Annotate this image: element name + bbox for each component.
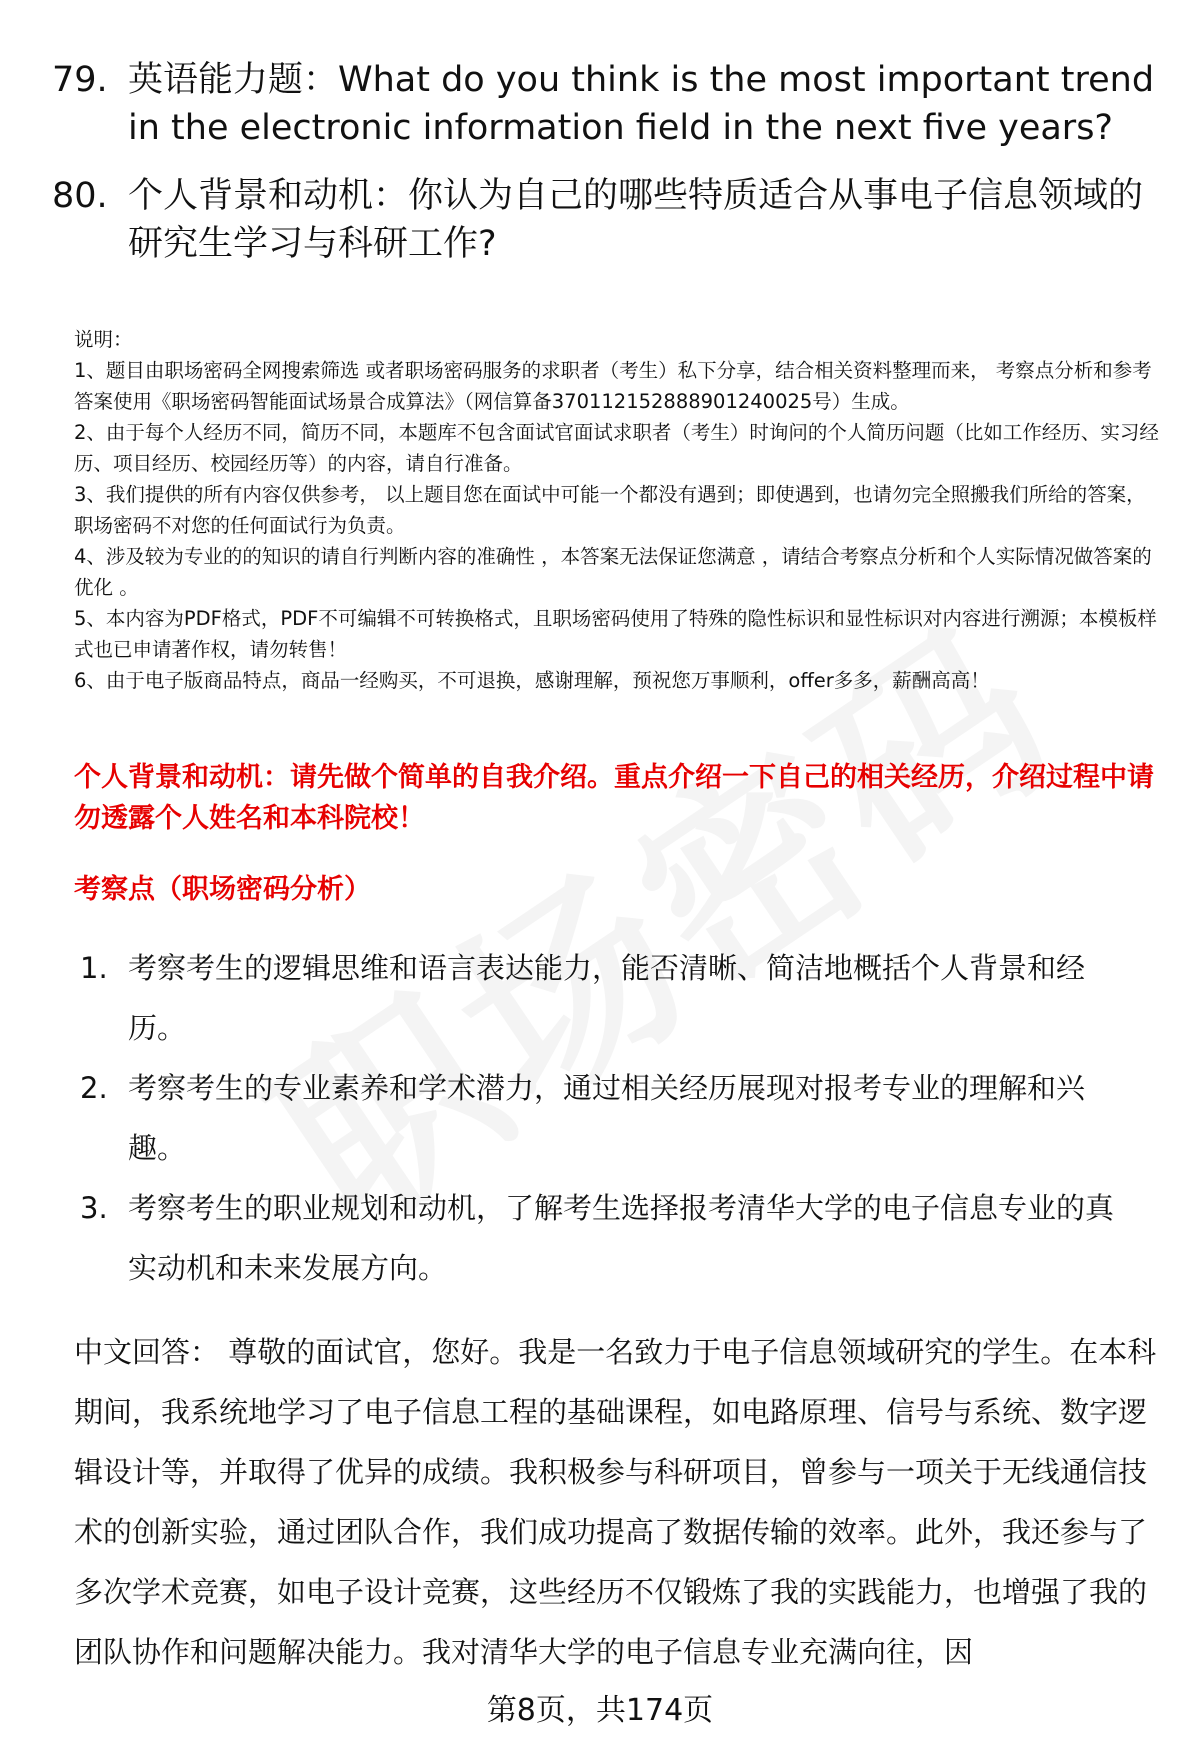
question-text: 个人背景和动机：你认为自己的哪些特质适合从事电子信息领域的研究生学习与科研工作? (128, 176, 1144, 264)
analysis-point (80, 1058, 1140, 1178)
point-number: 3. (80, 1191, 108, 1225)
current-question-heading: 个人背景和动机：请先做个简单的自我介绍。重点介绍一下自己的相关经历，介绍过程中请勿透露个人姓名和本科院校！ (74, 762, 1154, 834)
analysis-points (80, 938, 1140, 1298)
point-number: 1. (80, 951, 108, 985)
note-item: 6、由于电子版商品特点，商品一经购买，不可退换，感谢理解，预祝您万事顺利，offer多多，薪酬高高！ (74, 669, 990, 692)
note-item: 3、我们提供的所有内容仅供参考， 以上题目您在面试中可能一个都没有遇到；即使遇到，也请勿完全照搬我们所给的答案，职场密码不对您的任何面试行为负责。 (74, 483, 1146, 537)
disclaimer-notes (74, 324, 1164, 696)
point-text: 考察考生的专业素养和学术潜力，通过相关经历展现对报考专业的理解和兴趣。 (128, 1071, 1086, 1165)
point-text: 考察考生的职业规划和动机，了解考生选择报考清华大学的电子信息专业的真实动机和未来发展方向。 (128, 1191, 1115, 1285)
analysis-title: 考察点（职场密码分析） (74, 874, 371, 905)
page-footer: 第8页，共174页 (486, 1693, 714, 1728)
point-text: 考察考生的逻辑思维和语言表达能力，能否清晰、简洁地概括个人背景和经历。 (128, 951, 1086, 1045)
chinese-answer: 中文回答： 尊敬的面试官，您好。我是一名致力于电子信息领域研究的学生。在本科期间，我系统地学习了电子信息工程的基础课程，如电路原理、信号与系统、数字逻辑设计等，并取得了优异的成绩。我积极参与科研项目，曾参与一项关于无线通信技术的创新实验，通过团队合作，我们成功提高了数据传输的效率。此外，我还参与了多次学术竞赛，如电子设计竞赛，这些经历不仅锻炼了我的实践能力，也增强了我的团队协作和问题解决能力。我对清华大学的电子信息专业充满向往，因 (74, 1335, 1157, 1669)
point-number: 2. (80, 1071, 108, 1105)
note-item: 5、本内容为PDF格式，PDF不可编辑不可转换格式，且职场密码使用了特殊的隐性标识和显性标识对内容进行溯源；本模板样式也已申请著作权，请勿转售！ (74, 607, 1157, 661)
analysis-point (80, 938, 1140, 1058)
note-item: 1、题目由职场密码全网搜索筛选 或者职场密码服务的求职者（考生）私下分享，结合相关资料整理而来， 考察点分析和参考答案使用《职场密码智能面试场景合成算法》（网信算备370112152888901240025号）生成。 (74, 359, 1152, 413)
question-number: 79. (52, 60, 108, 100)
note-item: 4、涉及较为专业的的知识的请自行判断内容的准确性 ，本答案无法保证您满意 ，请结合考察点分析和个人实际情况做答案的优化 。 (74, 545, 1152, 599)
question-80 (52, 172, 1162, 268)
question-79 (52, 56, 1162, 152)
question-number: 80. (52, 176, 108, 216)
note-item: 2、由于每个人经历不同，简历不同，本题库不包含面试官面试求职者（考生）时询问的个人简历问题（比如工作经历、实习经历、项目经历、校园经历等）的内容，请自行准备。 (74, 421, 1159, 475)
question-text: 英语能力题：What do you think is the most important trend in the electronic information field in the next five years? (128, 60, 1155, 148)
notes-title: 说明： (74, 328, 133, 351)
analysis-point (80, 1178, 1140, 1298)
